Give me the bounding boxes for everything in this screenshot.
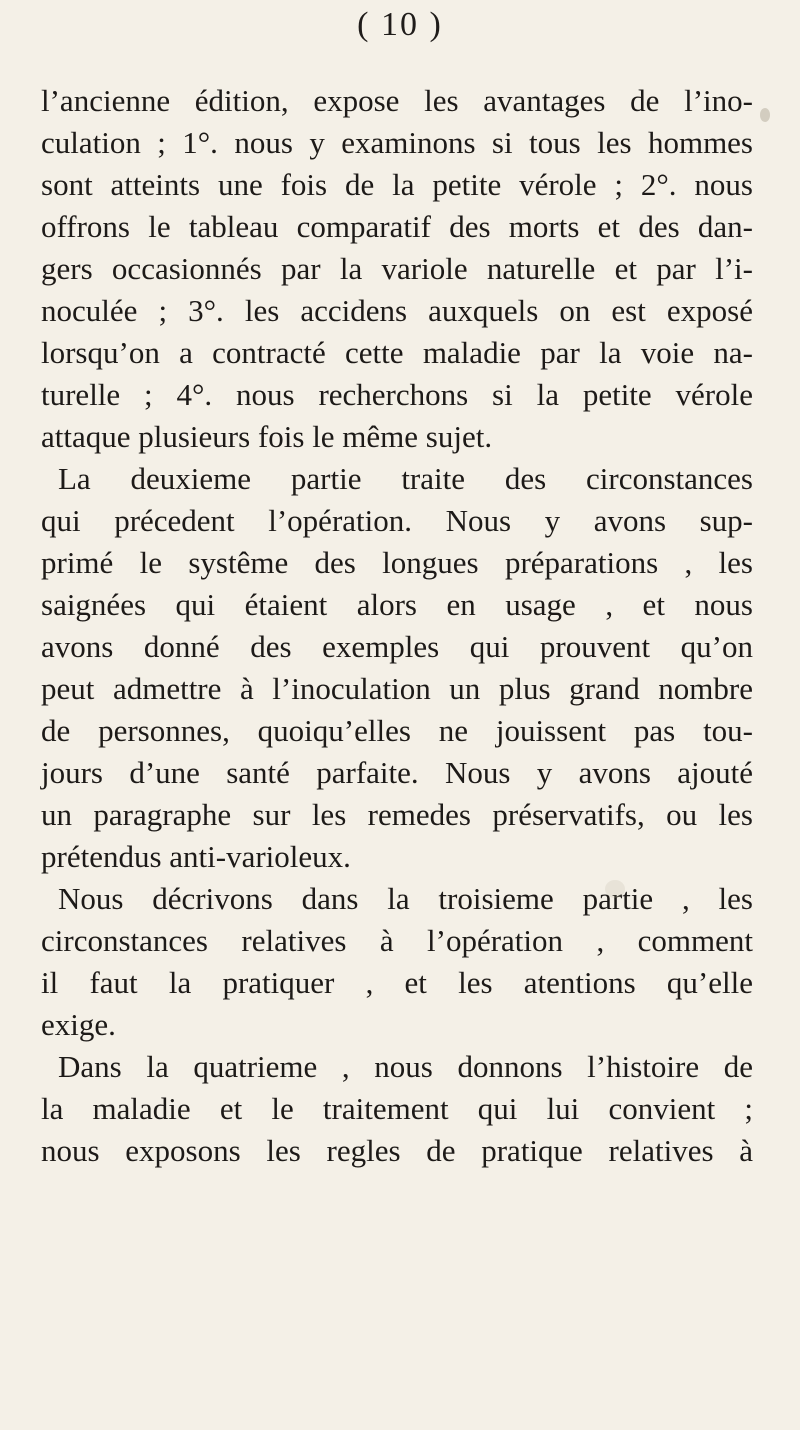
page-number: ( 10 ) <box>357 6 443 43</box>
text-line: saignées qui étaient alors en usage , et nous <box>41 587 753 622</box>
text-line: qui précedent l’opération. Nous y avons sup- <box>41 503 753 538</box>
text-line: nous exposons les regles de pratique relatives à <box>41 1133 753 1168</box>
text-line: lorsqu’on a contracté cette maladie par la voie na- <box>41 335 753 370</box>
text-line: jours d’une santé parfaite. Nous y avons ajouté <box>41 755 753 790</box>
text-line: avons donné des exemples qui prouvent qu’on <box>41 629 753 664</box>
text-line: Dans la quatrieme , nous donnons l’histoire de <box>58 1049 753 1084</box>
text-line: peut admettre à l’inoculation un plus grand nombre <box>41 671 753 706</box>
text-line: gers occasionnés par la variole naturelle et par l’i- <box>41 251 753 286</box>
text-line: exige. <box>41 1007 116 1042</box>
paper-spot <box>760 108 770 122</box>
text-line: un paragraphe sur les remedes préservatifs, ou les <box>41 797 753 832</box>
text-line: l’ancienne édition, expose les avantages de l’ino- <box>41 83 753 118</box>
text-line: il faut la pratiquer , et les atentions qu’elle <box>41 965 753 1000</box>
text-line: La deuxieme partie traite des circonstances <box>58 461 753 496</box>
text-line: turelle ; 4°. nous recherchons si la petite vérole <box>41 377 753 412</box>
text-line: primé le systême des longues préparations , les <box>41 545 753 580</box>
text-line: de personnes, quoiqu’elles ne jouissent pas tou- <box>41 713 753 748</box>
text-line: circonstances relatives à l’opération , comment <box>41 923 753 958</box>
text-line: attaque plusieurs fois le même sujet. <box>41 419 493 454</box>
text-line: prétendus anti-varioleux. <box>41 839 351 874</box>
text-line: offrons le tableau comparatif des morts et des dan- <box>41 209 753 244</box>
paper-spot <box>605 880 625 898</box>
text-line: sont atteints une fois de la petite vérole ; 2°. nous <box>41 167 753 202</box>
text-line: Nous décrivons dans la troisieme partie , les <box>58 881 753 916</box>
text-line: la maladie et le traitement qui lui convient ; <box>41 1091 753 1126</box>
text-line: culation ; 1°. nous y examinons si tous les hommes <box>41 125 753 160</box>
text-line: noculée ; 3°. les accidens auxquels on est exposé <box>41 293 753 328</box>
